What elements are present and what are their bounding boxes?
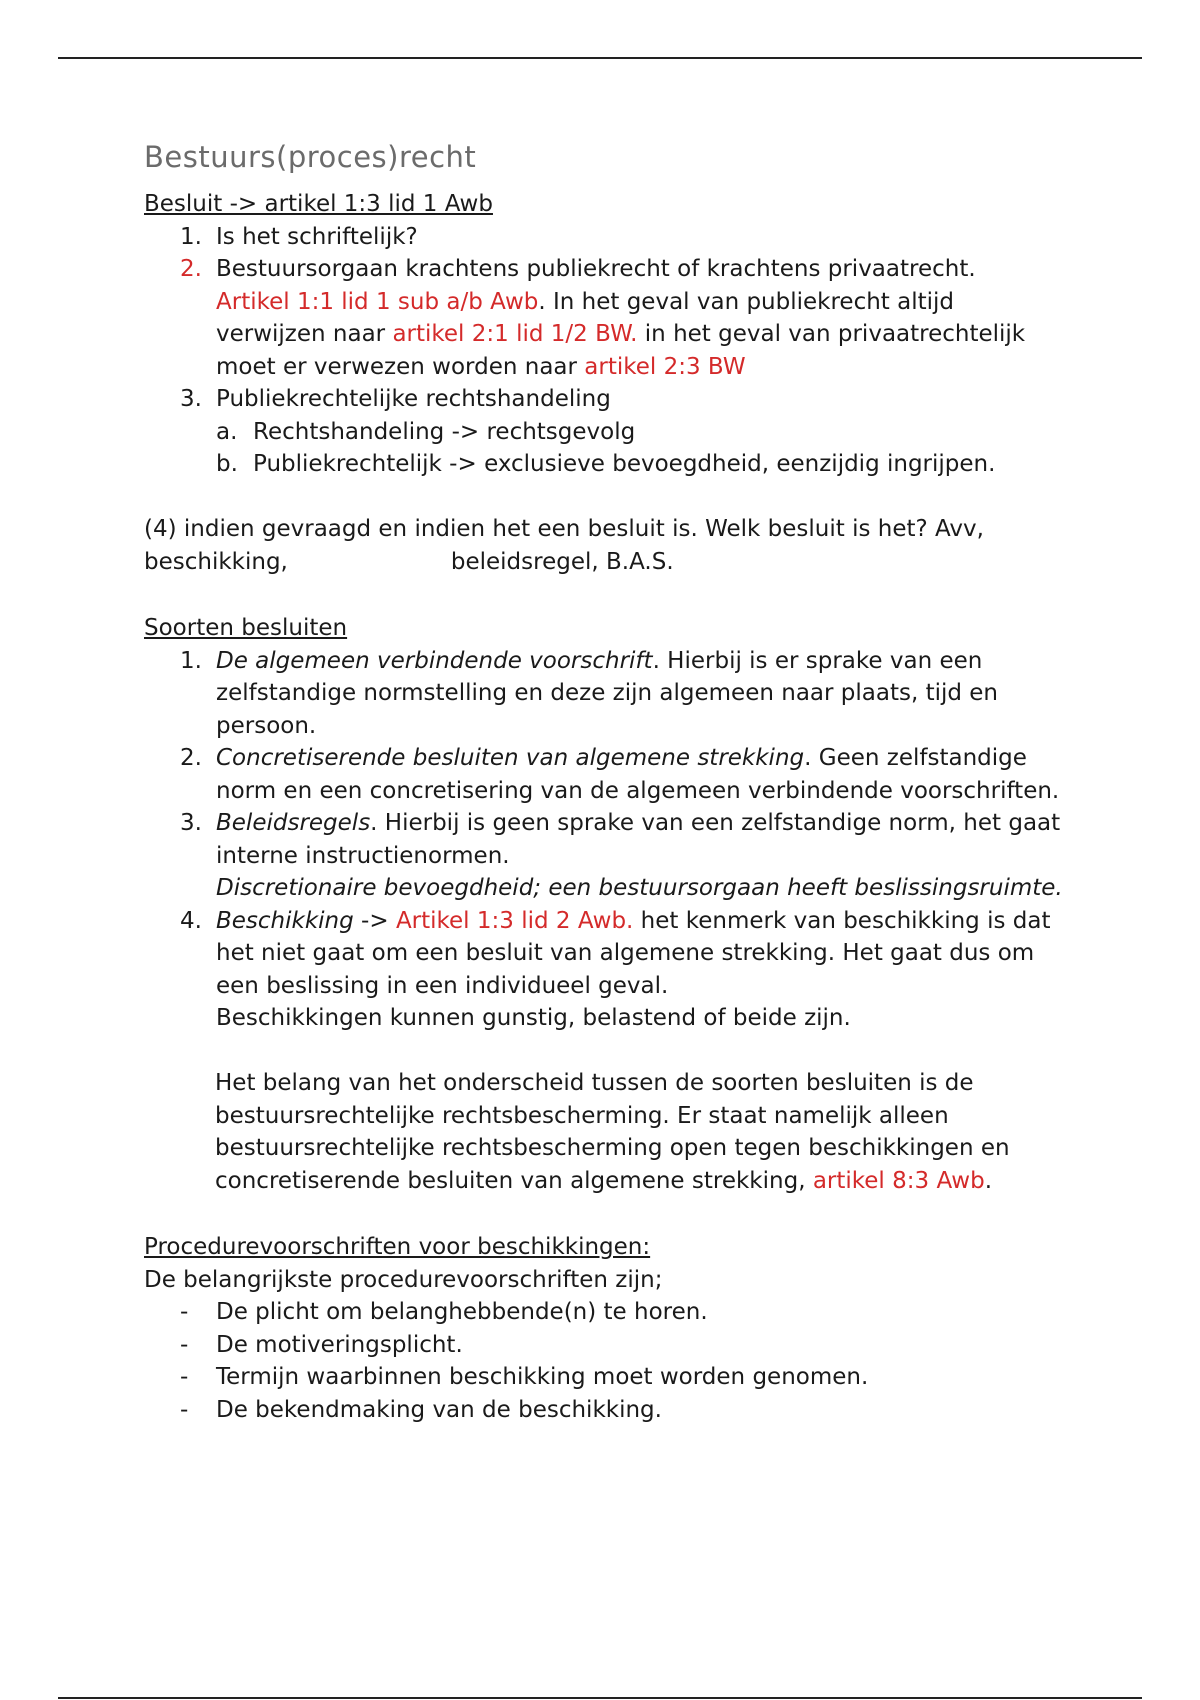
sub-list-text: Rechtshandeling -> rechtsgevolg [253,418,636,445]
term: Beleidsregels [216,810,371,836]
section-heading-procedure: Procedurevoorschriften voor beschikkingen: [144,1234,651,1260]
term-note: Discretionaire bevoegdheid; een bestuursorgaan heeft beslissingsruimte. [216,875,1063,901]
bullet-text: De bekendmaking van de beschikking. [216,1396,662,1423]
list-number: 1. [180,223,202,250]
law-reference: Artikel 1:1 lid 1 sub a/b Awb [216,288,539,315]
list-item-text: . In het geval van publiekrecht altijd verwijzen naar [216,288,955,347]
note-paragraph [144,1067,1064,1197]
list-number: 3. [180,386,202,412]
list-item-text: . Hierbij is geen sprake van een zelfstandige norm, het gaat interne instructienormen. [216,810,1061,869]
sub-list-item [144,416,1064,449]
section-heading-soorten: Soorten besluiten [144,615,348,641]
sub-list-item [144,448,1064,481]
bullet-item [144,1296,1064,1329]
list-number: 4. [180,907,202,934]
section-intro: De belangrijkste procedurevoorschriften zijn; [144,1266,663,1293]
law-reference: artikel 8:3 Awb [812,1167,985,1194]
list-item-text: . Geen zelfstandige norm en een concretisering van de algemeen verbindende voorschriften. [216,745,1060,804]
sub-list-letter: b. [216,451,238,477]
bullet-dash: - [180,1364,189,1390]
bullet-item [144,1394,1064,1427]
list-number: 3. [180,810,202,836]
list-item-text: -> [353,907,396,934]
header-rule [58,57,1142,59]
law-reference: artikel 2:3 BW [584,353,746,380]
note-text: Het belang van het onderscheid tussen de soorten besluiten is de bestuursrechtelijke rechtsbescherming. Er staat namelijk alleen bestuursrechtelijke rechtsbescherming open tegen beschikkingen en concretiserende besluiten van algemene strekking, [215,1070,1010,1194]
bullet-text: De motiveringsplicht. [216,1331,463,1358]
law-reference: Artikel 1:3 lid 2 Awb. [395,907,634,934]
bullet-item [144,1361,1064,1394]
list-number: 2. [180,256,202,282]
list-item [144,905,1064,1035]
list-item-text: Beschikkingen kunnen gunstig, belastend of beide zijn. [216,1005,851,1031]
term: De algemeen verbindende voorschrift [216,647,653,674]
sub-list-text: Publiekrechtelijk -> exclusieve bevoegdheid, eenzijdig ingrijpen. [253,451,996,477]
list-item-text: in het geval van privaatrechtelijk moet er verwezen worden naar [216,321,1026,380]
section-heading-besluit: Besluit -> artikel 1:3 lid 1 Awb [144,191,493,217]
bullet-dash: - [180,1396,189,1423]
sub-list-letter: a. [216,418,238,445]
list-item-text: Is het schriftelijk? [216,223,418,250]
paragraph-which-decision [144,513,1064,578]
term: Concretiserende besluiten van algemene strekking [216,745,805,771]
list-item-text: het kenmerk van beschikking is dat het niet gaat om een besluit van algemene strekking. Het gaat dus om een beslissing in een individueel geval. [216,907,1051,999]
list-item [144,807,1064,905]
paragraph-line: (4) indien gevraagd en indien het een besluit is. Welk besluit is het? Avv, [144,516,984,542]
list-item-text: Bestuursorgaan krachtens publiekrecht of krachtens privaatrecht. [216,256,976,282]
list-item [144,221,1064,254]
list-item-text: Publiekrechtelijke rechtshandeling [216,386,611,412]
list-item-text: . Hierbij is er sprake van een zelfstandige normstelling en deze zijn algemeen naar plaats, tijd en persoon. [216,647,999,739]
bullet-text: Termijn waarbinnen beschikking moet worden genomen. [216,1364,869,1390]
list-item [144,253,1064,383]
footer-rule [58,1697,1142,1699]
list-item [144,383,1064,416]
note-text: . [984,1167,992,1194]
page-title: Bestuurs(proces)recht [144,140,477,174]
list-item [144,742,1064,807]
bullet-dash: - [180,1331,189,1358]
paragraph-line: beschikking, [144,548,288,575]
list-item [144,645,1064,743]
bullet-dash: - [180,1299,189,1325]
paragraph-line: beleidsregel, B.A.S. [450,548,674,575]
bullet-item [144,1329,1064,1362]
list-number: 2. [180,745,202,771]
law-reference: artikel 2:1 lid 1/2 BW. [392,321,638,347]
term: Beschikking [216,907,354,934]
list-number: 1. [180,647,202,674]
bullet-text: De plicht om belanghebbende(n) te horen. [216,1299,708,1325]
document-body [144,138,1064,1426]
